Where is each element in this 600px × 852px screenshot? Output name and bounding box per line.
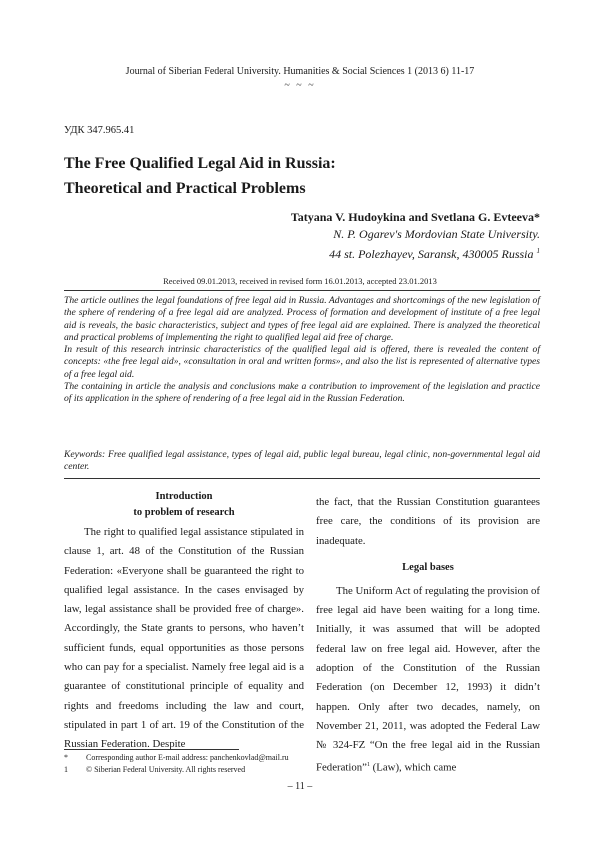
title-line-1: The Free Qualified Legal Aid in Russia: <box>64 155 336 172</box>
section-heading-legal-bases: Legal bases <box>402 561 454 573</box>
abstract-bottom-rule <box>64 478 540 479</box>
abstract-top-rule <box>64 290 540 291</box>
header-tildes: ~ ~ ~ <box>284 80 316 91</box>
footnote-mark: 1 <box>64 765 68 774</box>
left-column <box>64 489 304 755</box>
affiliation-footnote-mark: 1 <box>536 247 540 255</box>
author-names: Tatyana V. Hudoykina and Svetlana G. Evteeva* <box>290 210 540 224</box>
footnote-copyright <box>64 764 289 776</box>
abstract-paragraph-1: The article outlines the legal foundations of free legal aid in Russia. Advantages and shortcomings of the new legislation of the sphere of rendering of a free legal aid are analyzed. Process of formation and development of institute of a free legal aid is reveals, the basic characteristics, subject and types of free legal aid are explained. There is analyzed the theoretical and practical problems of implementing the right to qualified legal aid free of charge. <box>64 295 540 343</box>
affiliation-line-1: N. P. Ogarev's Mordovian State University. <box>333 227 540 241</box>
footnote-text: Corresponding author E-mail address: panchenkovlad@mail.ru <box>86 753 289 762</box>
abstract-paragraph-3: The containing in article the analysis and conclusions make a contribution to improvement of the legislation and practice of its application in the sphere of rendering of a free legal aid in the Russian Federation. <box>64 381 540 405</box>
udk-code: УДК 347.965.41 <box>64 125 135 136</box>
section-heading-introduction <box>64 489 304 521</box>
article-title <box>64 151 336 201</box>
legal-bases-text-end: (Law), which came <box>369 761 457 774</box>
footnote-rule <box>64 749 239 750</box>
legal-bases-text: The Uniform Act of regulating the provision of free legal aid have been waiting for a long time. Initially, it was assumed that will be adopted federal law on free legal aid. However, after the adoption of the Constitution of the Russian Federation (on December 12, 1993) it didn’t happen. Only after two decades, namely, on November 21, 2011, was adopted the Federal Law № 324-FZ “On the free legal aid in the Russian Federation” <box>316 584 540 774</box>
page-number: – 11 – <box>287 781 313 792</box>
right-column <box>316 493 540 777</box>
heading-line-1: Introduction <box>155 491 213 502</box>
footnote-mark: * <box>64 753 68 762</box>
received-dates: Received 09.01.2013, received in revised form 16.01.2013, accepted 23.01.2013 <box>163 276 437 286</box>
footnotes <box>64 752 289 776</box>
abstract-paragraph-2: In result of this research intrinsic characteristics of the qualified legal aid is offered, there is revealed the content of concepts: «the free legal aid», «consultation in oral and written forms», and also the list is represented of alternative types of a free legal aid. <box>64 344 540 380</box>
introduction-paragraph: The right to qualified legal assistance stipulated in clause 1, art. 48 of the Constitution of the Russian Federation: «Everyone shall be guaranteed the right to qualified legal assistance. In the cases envisaged by law, legal assistance shall be provided free of charge». Accordingly, the State grants to persons, who haven’t sufficient funds, equal opportunities as those persons who can pay for a specialist. Namely free legal aid is a guarantee of constitutional principle of equality and rights and freedoms including the law and court, stipulated in part 1 of art. 19 of the Constitution of the Russian Federation. Despite <box>64 526 304 751</box>
continuation-paragraph: the fact, that the Russian Constitution guarantees free care, the conditions of its provision are inadequate. <box>316 496 540 547</box>
journal-header: Journal of Siberian Federal University. Humanities & Social Sciences 1 (2013 6) 11-17 <box>125 66 475 77</box>
heading-line-2: to problem of research <box>133 507 235 518</box>
footnote-corresponding <box>64 752 289 764</box>
title-line-2: Theoretical and Practical Problems <box>64 180 306 197</box>
affiliation-address: 44 st. Polezhayev, Saransk, 430005 Russia <box>329 247 534 261</box>
footnote-text: © Siberian Federal University. All rights reserved <box>86 765 246 774</box>
legal-bases-paragraph <box>316 582 540 778</box>
keywords: Keywords: Free qualified legal assistance, types of legal aid, public legal bureau, legal clinic, non-governmental legal aid center. <box>64 449 540 473</box>
footnote-reference-1: 1 <box>366 761 370 768</box>
affiliation-line-2 <box>291 243 540 263</box>
abstract <box>64 295 540 406</box>
authors-block <box>291 209 540 263</box>
